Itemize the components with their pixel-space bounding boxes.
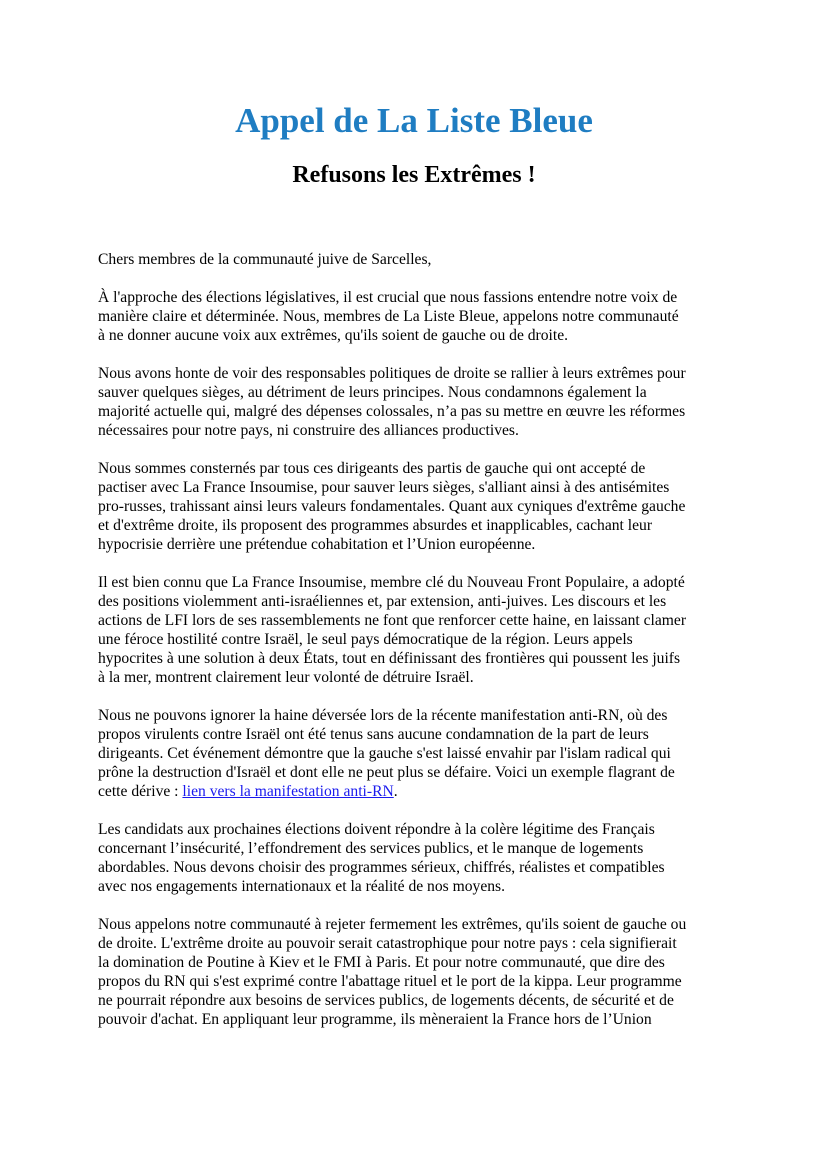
text-line: à la mer, montrent clairement leur volonté de détruire Israël. [98, 669, 474, 686]
manifestation-link[interactable]: lien vers la manifestation anti-RN [182, 783, 394, 800]
text-line: À l'approche des élections législatives, il est crucial que nous fassions entendre notre voix de [98, 289, 678, 306]
text-line: prône la destruction d'Israël et dont elle ne peut plus se défaire. Voici un exemple flagrant de [98, 764, 675, 781]
paragraph-6 [98, 820, 730, 896]
text-line: hypocrisie derrière une prétendue cohabitation et l’Union européenne. [98, 536, 536, 553]
text-line: propos virulents contre Israël ont été tenus sans aucune condamnation de la part de leurs [98, 726, 649, 743]
text-line: et d'extrême droite, ils proposent des programmes absurdes et inapplicables, cachant leur [98, 517, 653, 534]
paragraph-3 [98, 459, 730, 554]
text-line: Il est bien connu que La France Insoumise, membre clé du Nouveau Front Populaire, a adopté [98, 574, 685, 591]
text-line: une féroce hostilité contre Israël, le seul pays démocratique de la région. Leurs appels [98, 631, 633, 648]
text-line: pro-russes, trahissant ainsi leurs valeurs fondamentales. Quant aux cyniques d'extrême gauche [98, 498, 686, 515]
paragraph-2 [98, 364, 730, 440]
page-title: Appel de La Liste Bleue [235, 101, 593, 140]
greeting: Chers membres de la communauté juive de Sarcelles, [98, 251, 432, 268]
text-line-with-link: cette dérive : lien vers la manifestation anti-RN. [98, 783, 398, 800]
text-line: de droite. L'extrême droite au pouvoir serait catastrophique pour notre pays : cela signifierait [98, 935, 677, 952]
text-line: des positions violemment anti-israéliennes et, par extension, anti-juives. Les discours et les [98, 593, 667, 610]
page-subtitle: Refusons les Extrêmes ! [292, 162, 536, 188]
letter-body [98, 250, 730, 1048]
text-line: hypocrites à une solution à deux États, tout en définissant des frontières qui poussent les juifs [98, 650, 681, 667]
text-line: pactiser avec La France Insoumise, pour sauver leurs sièges, s'alliant ainsi à des antisémites [98, 479, 670, 496]
paragraph-7 [98, 915, 730, 1029]
text-line: Nous sommes consternés par tous ces dirigeants des partis de gauche qui ont accepté de [98, 460, 646, 477]
text-line: abordables. Nous devons choisir des programmes sérieux, chiffrés, réalistes et compatibles [98, 859, 665, 876]
text-line: à ne donner aucune voix aux extrêmes, qu'ils soient de gauche ou de droite. [98, 327, 569, 344]
paragraph-1 [98, 288, 730, 345]
text-line: nécessaires pour notre pays, ni construire des alliances productives. [98, 422, 519, 439]
text-line: Nous avons honte de voir des responsables politiques de droite se rallier à leurs extrêmes pour [98, 365, 686, 382]
text-line: ne pourrait répondre aux besoins de services publics, de logements décents, de sécurité et de [98, 992, 674, 1009]
text-line: Nous appelons notre communauté à rejeter fermement les extrêmes, qu'ils soient de gauche ou [98, 916, 687, 933]
paragraph-4 [98, 573, 730, 687]
text-line: concernant l’insécurité, l’effondrement des services publics, et le manque de logements [98, 840, 644, 857]
text-line: avec nos engagements internationaux et la réalité de nos moyens. [98, 878, 506, 895]
paragraph-5 [98, 706, 730, 801]
text-line: sauver quelques sièges, au détriment de leurs principes. Nous condamnons également la [98, 384, 647, 401]
text-line: propos du RN qui s'est exprimé contre l'abattage rituel et le port de la kippa. Leur programme [98, 973, 682, 990]
text-line: dirigeants. Cet événement démontre que la gauche s'est laissé envahir par l'islam radical qui [98, 745, 671, 762]
text-line: la domination de Poutine à Kiev et le FMI à Paris. Et pour notre communauté, que dire des [98, 954, 665, 971]
text-line: Les candidats aux prochaines élections doivent répondre à la colère légitime des Français [98, 821, 655, 838]
text-line: pouvoir d'achat. En appliquant leur programme, ils mèneraient la France hors de l’Union [98, 1011, 652, 1028]
text-line: manière claire et déterminée. Nous, membres de La Liste Bleue, appelons notre communauté [98, 308, 679, 325]
text-line: actions de LFI lors de ses rassemblements ne font que renforcer cette haine, en laissant clamer [98, 612, 687, 629]
text-line: majorité actuelle qui, malgré des dépenses colossales, n’a pas su mettre en œuvre les réformes [98, 403, 686, 420]
text-line: Nous ne pouvons ignorer la haine déversée lors de la récente manifestation anti-RN, où des [98, 707, 668, 724]
